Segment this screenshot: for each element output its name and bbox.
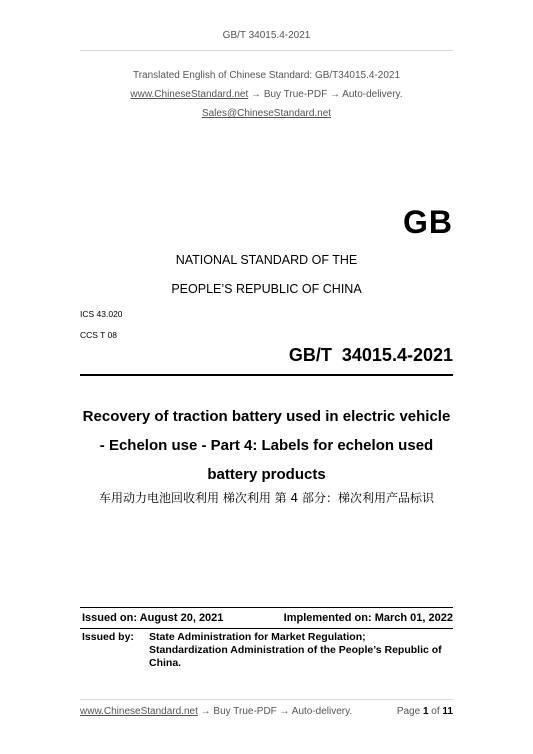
header-divider — [80, 50, 453, 51]
title-chinese: 车用动力电池回收利用 梯次利用 第 4 部分：梯次利用产品标识 — [99, 491, 434, 505]
page-indicator — [397, 706, 453, 717]
main-divider — [80, 374, 453, 376]
buy-line — [0, 89, 533, 100]
issuer-divider — [80, 628, 453, 629]
footer-divider — [80, 699, 453, 700]
issued-on-date: Issued on: August 20, 2021 — [82, 612, 224, 624]
buy-text: → Buy True-PDF → Auto-delivery. — [251, 89, 403, 100]
issued-by-label: Issued by: — [82, 631, 134, 643]
footer-buy-text: → Buy True-PDF → Auto-delivery. — [200, 706, 353, 717]
ccs-code: CCS T 08 — [80, 330, 118, 340]
email-link[interactable]: Sales@ChineseStandard.net — [201, 108, 332, 119]
implemented-on-date: Implemented on: March 01, 2022 — [283, 612, 453, 624]
page-total: 11 — [442, 706, 453, 717]
issuer-line2: Standardization Administration of the People’s Republic of China. — [149, 644, 442, 669]
dates-divider — [80, 607, 453, 608]
issuer-line1: State Administration for Market Regulation; — [149, 631, 366, 643]
page-word: Page — [396, 706, 421, 717]
footer-buy-line — [80, 706, 352, 717]
national-standard-line2: PEOPLE’S REPUBLIC OF CHINA — [171, 282, 362, 296]
translated-notice: Translated English of Chinese Standard: GB/T34015.4-2021 — [132, 70, 401, 81]
site-link[interactable]: www.ChineseStandard.net — [130, 89, 249, 100]
gb-logo: GB — [403, 204, 453, 240]
page-of: of — [431, 706, 440, 717]
email-line — [0, 108, 533, 119]
footer-site-link[interactable]: www.ChineseStandard.net — [80, 706, 198, 717]
page-current: 1 — [422, 706, 429, 717]
ics-code: ICS 43.020 — [80, 309, 123, 319]
national-standard-line1: NATIONAL STANDARD OF THE — [175, 253, 358, 267]
issuer-names — [149, 631, 449, 670]
standard-number: GB/T 34015.4-2021 — [288, 345, 453, 365]
title-english: Recovery of traction battery used in electric vehicle - Echelon use - Part 4: Labels for echelon used battery products — [82, 408, 451, 483]
header-doc-code: GB/T 34015.4-2021 — [222, 30, 311, 41]
